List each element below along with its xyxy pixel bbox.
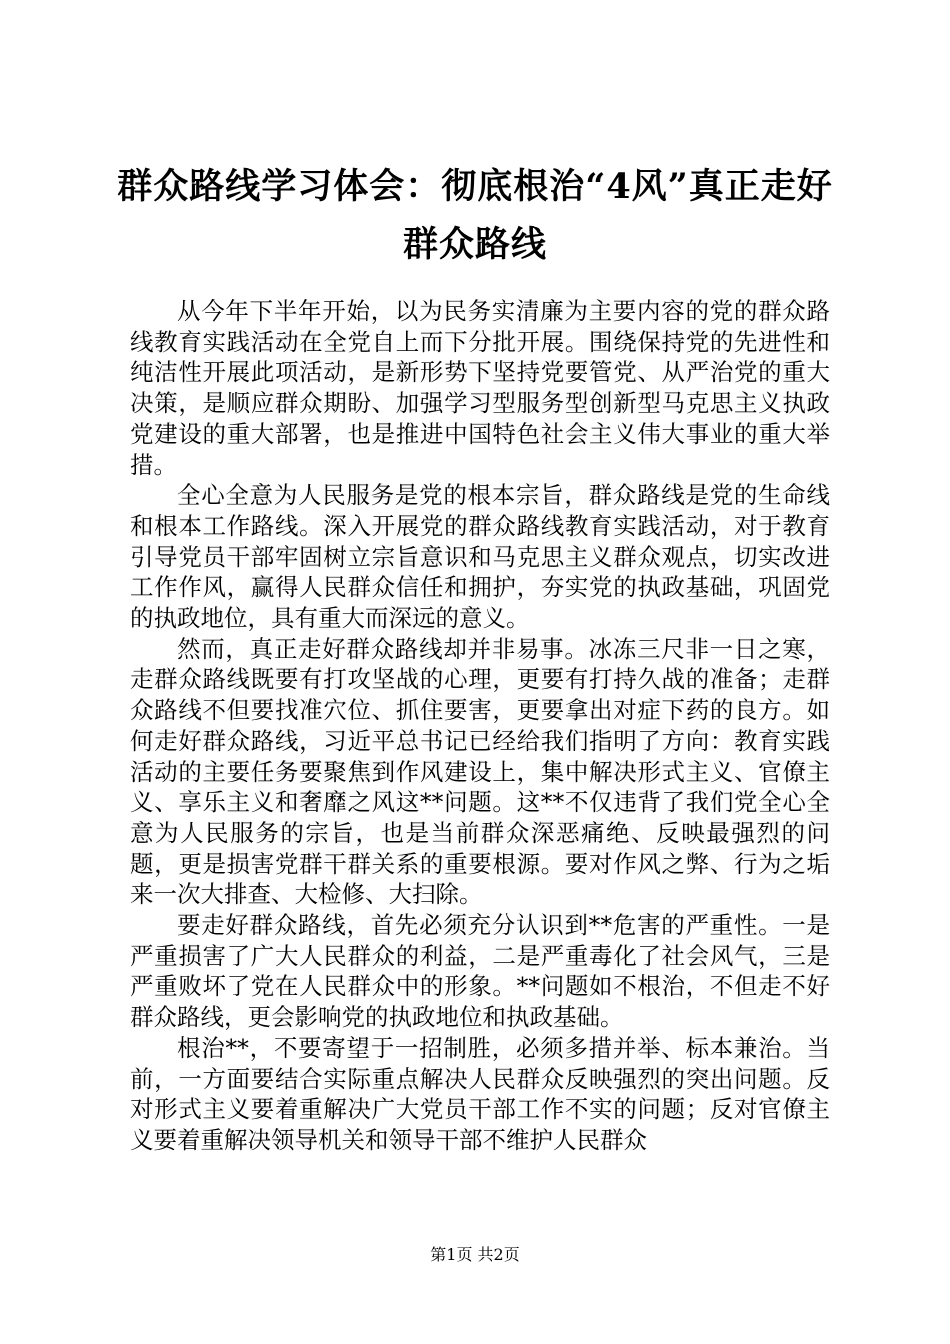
- paragraph: 要走好群众路线，首先必须充分认识到**危害的严重性。一是严重损害了广大人民群众的利益，二是严重毒化了社会风气，三是严重败坏了党在人民群众中的形象。**问题如不根治，不但走不好群众路线，更会影响党的执政地位和执政基础。: [130, 911, 830, 1032]
- paragraph: 全心全意为人民服务是党的根本宗旨，群众路线是党的生命线和根本工作路线。深入开展党的群众路线教育实践活动，对于教育引导党员干部牢固树立宗旨意识和马克思主义群众观点，切实改进工作作风，赢得人民群众信任和拥护，夯实党的执政基础，巩固党的执政地位，具有重大而深远的意义。: [130, 481, 830, 633]
- document-body: [130, 296, 830, 1156]
- document-title: 群众路线学习体会：彻底根治“4风”真正走好群众路线: [117, 166, 833, 265]
- page-number-footer: 第1页 共2页: [430, 1245, 520, 1264]
- paragraph: 从今年下半年开始，以为民务实清廉为主要内容的党的群众路线教育实践活动在全党自上而下分批开展。围绕保持党的先进性和纯洁性开展此项活动，是新形势下坚持党要管党、从严治党的重大决策，是顺应群众期盼、加强学习型服务型创新型马克思主义执政党建设的重大部署，也是推进中国特色社会主义伟大事业的重大举措。: [130, 297, 830, 479]
- paragraph: 根治**，不要寄望于一招制胜，必须多措并举、标本兼治。当前，一方面要结合实际重点解决人民群众反映强烈的突出问题。反对形式主义要着重解决广大党员干部工作不实的问题；反对官僚主义要着重解决领导机关和领导干部不维护人民群众: [130, 1033, 830, 1154]
- paragraph: 然而，真正走好群众路线却并非易事。冰冻三尺非一日之寒，走群众路线既要有打攻坚战的心理，更要有打持久战的准备；走群众路线不但要找准穴位、抓住要害，更要拿出对症下药的良方。如何走好群众路线，习近平总书记已经给我们指明了方向：教育实践活动的主要任务要聚焦到作风建设上，集中解决形式主义、官僚主义、享乐主义和奢靡之风这**问题。这**不仅违背了我们党全心全意为人民服务的宗旨，也是当前群众深恶痛绝、反映最强烈的问题，更是损害党群干群关系的重要根源。要对作风之弊、行为之垢来一次大排查、大检修、大扫除。: [130, 634, 830, 909]
